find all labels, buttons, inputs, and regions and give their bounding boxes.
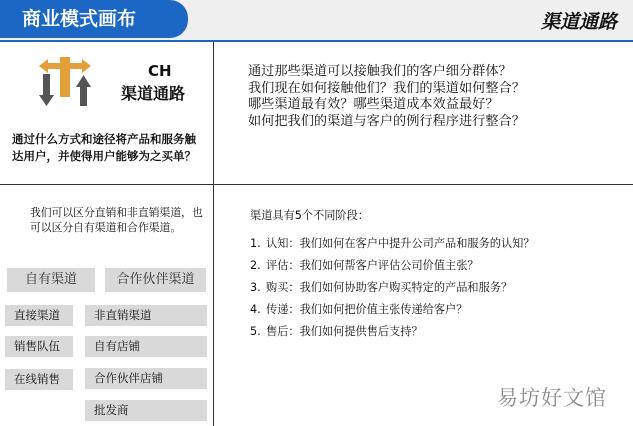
horizontal-divider	[0, 184, 633, 185]
block-code: CH	[148, 62, 172, 80]
stage-text: 购买：我们如何协助客户购买特定的产品和服务？	[266, 281, 513, 294]
block-name: 渠道通路	[121, 84, 186, 103]
partner-channel-item: 合作伙伴店铺	[85, 368, 207, 389]
stages-intro: 渠道具有5个不同阶段：	[250, 209, 369, 222]
stages-list	[250, 237, 535, 347]
stage-text: 认知：我们如何在客户中提升公司产品和服务的认知？	[266, 237, 535, 250]
partner-channel-item: 非直销渠道	[85, 305, 207, 326]
partner-channel-item: 批发商	[85, 400, 207, 421]
stage-item	[250, 303, 535, 325]
partner-channel-item: 自有店铺	[85, 336, 207, 357]
vertical-divider	[213, 42, 214, 426]
stage-item	[250, 259, 535, 281]
key-questions-list	[248, 64, 525, 130]
key-question: 通过那些渠道可以接触我们的客户细分群体？	[248, 64, 512, 79]
stage-number: 3.	[250, 281, 261, 294]
channel-types-note: 我们可以区分直销和非直销渠道，也可以区分自有渠道和合作渠道。	[30, 206, 203, 234]
stage-text: 售后：我们如何提供售后支持？	[266, 325, 423, 338]
stage-item	[250, 237, 535, 259]
own-channel-header: 自有渠道	[7, 268, 95, 292]
core-question: 通过什么方式和途径将产品和服务触达用户，并使得用户能够为之买单？	[12, 132, 196, 163]
header-title-tab: 商业模式画布	[0, 0, 188, 38]
partner-channel-header: 合作伙伴渠道	[105, 268, 206, 292]
stage-item	[250, 325, 535, 347]
key-question: 我们现在如何接触他们？我们的渠道如何整合？	[248, 80, 525, 96]
own-channel-item: 直接渠道	[5, 305, 73, 326]
stage-number: 5.	[250, 325, 261, 338]
header-rule	[0, 40, 633, 42]
stage-text: 传递：我们如何把价值主张传递给客户？	[266, 303, 468, 316]
key-question: 如何把我们的渠道与客户的例行程序进行整合？	[248, 113, 525, 129]
own-channel-item: 在线销售	[5, 369, 73, 390]
own-channel-item: 销售队伍	[5, 336, 73, 357]
stage-item	[250, 281, 535, 303]
channel-arrows-icon	[38, 52, 92, 110]
stage-number: 2.	[250, 259, 261, 272]
section-title: 渠道通路	[540, 11, 617, 33]
stage-text: 评估：我们如何帮客户评估公司价值主张？	[266, 259, 479, 272]
stage-number: 4.	[250, 303, 261, 316]
watermark: 易坊好文馆	[497, 386, 607, 410]
stage-number: 1.	[250, 237, 261, 250]
key-question: 哪些渠道最有效？哪些渠道成本效益最好？	[248, 97, 499, 112]
